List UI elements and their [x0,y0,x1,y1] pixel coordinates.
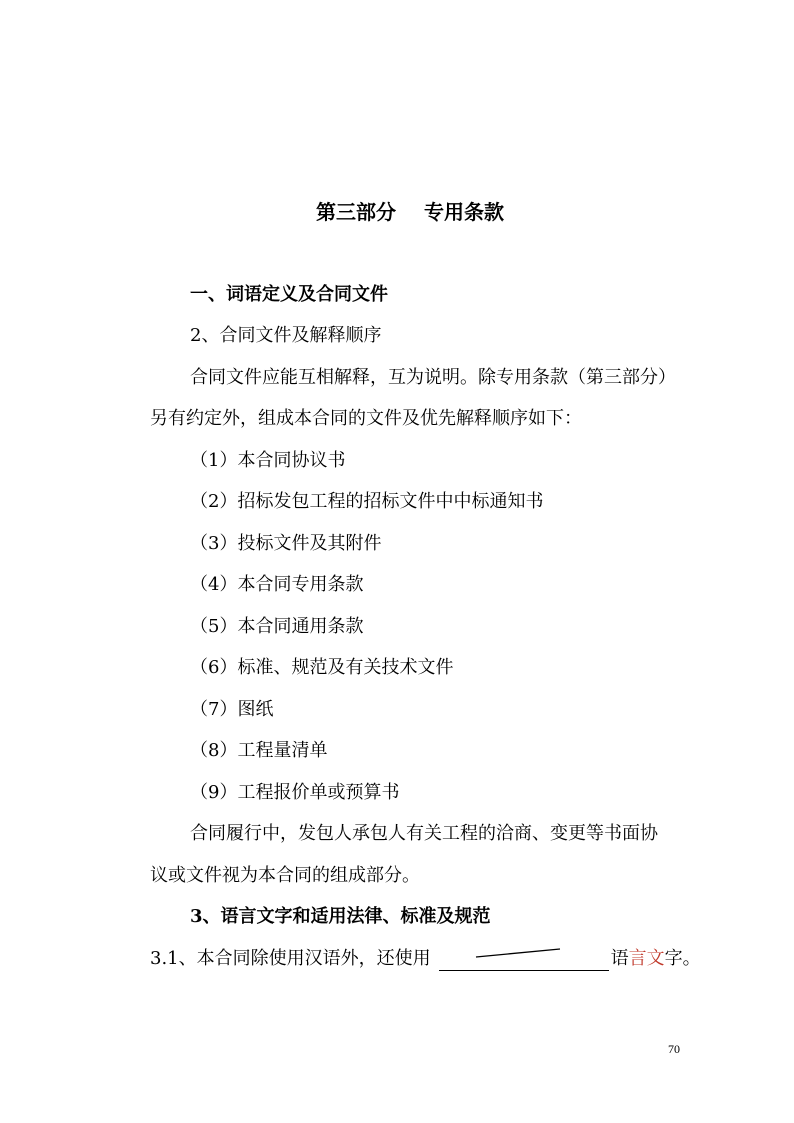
clause-3-1 [150,947,701,971]
clause-3-1-suffix-2: 字。 [664,948,701,969]
list-item: （4）本合同专用条款 [190,574,364,595]
clause-3-1-prefix: 3.1、本合同除使用汉语外，还使用 [150,948,431,969]
para2-line2: 议或文件视为本合同的组成部分。 [150,865,420,886]
handwritten-strike-line [474,946,564,960]
sub2-heading: 2、合同文件及解释顺序 [190,325,382,346]
page-title [316,200,504,224]
title-name: 专用条款 [424,200,504,224]
para1-line2: 另有约定外，组成本合同的文件及优先解释顺序如下： [150,408,582,429]
list-item: （5）本合同通用条款 [190,616,364,637]
clause-3-1-suffix-red: 言文 [628,948,665,969]
list-item: （1）本合同协议书 [190,450,346,471]
page-number: 70 [668,1042,680,1056]
section1-heading: 一、词语定义及合同文件 [190,284,388,305]
title-part: 第三部分 [316,200,396,224]
para2-line1: 合同履行中，发包人承包人有关工程的洽商、变更等书面协 [190,823,658,844]
list-item: （9）工程报价单或预算书 [190,782,400,803]
list-item: （7）图纸 [190,699,274,720]
para1-line1: 合同文件应能互相解释，互为说明。除专用条款（第三部分） [190,367,676,388]
list-item: （3）投标文件及其附件 [190,533,382,554]
clause-3-1-suffix-1: 语 [610,948,629,969]
list-item: （8）工程量清单 [190,740,328,761]
list-item: （6）标准、规范及有关技术文件 [190,657,454,678]
list-item: （2）招标发包工程的招标文件中中标通知书 [190,491,544,512]
section3-heading: 3、语言文字和适用法律、标准及规范 [190,906,491,927]
